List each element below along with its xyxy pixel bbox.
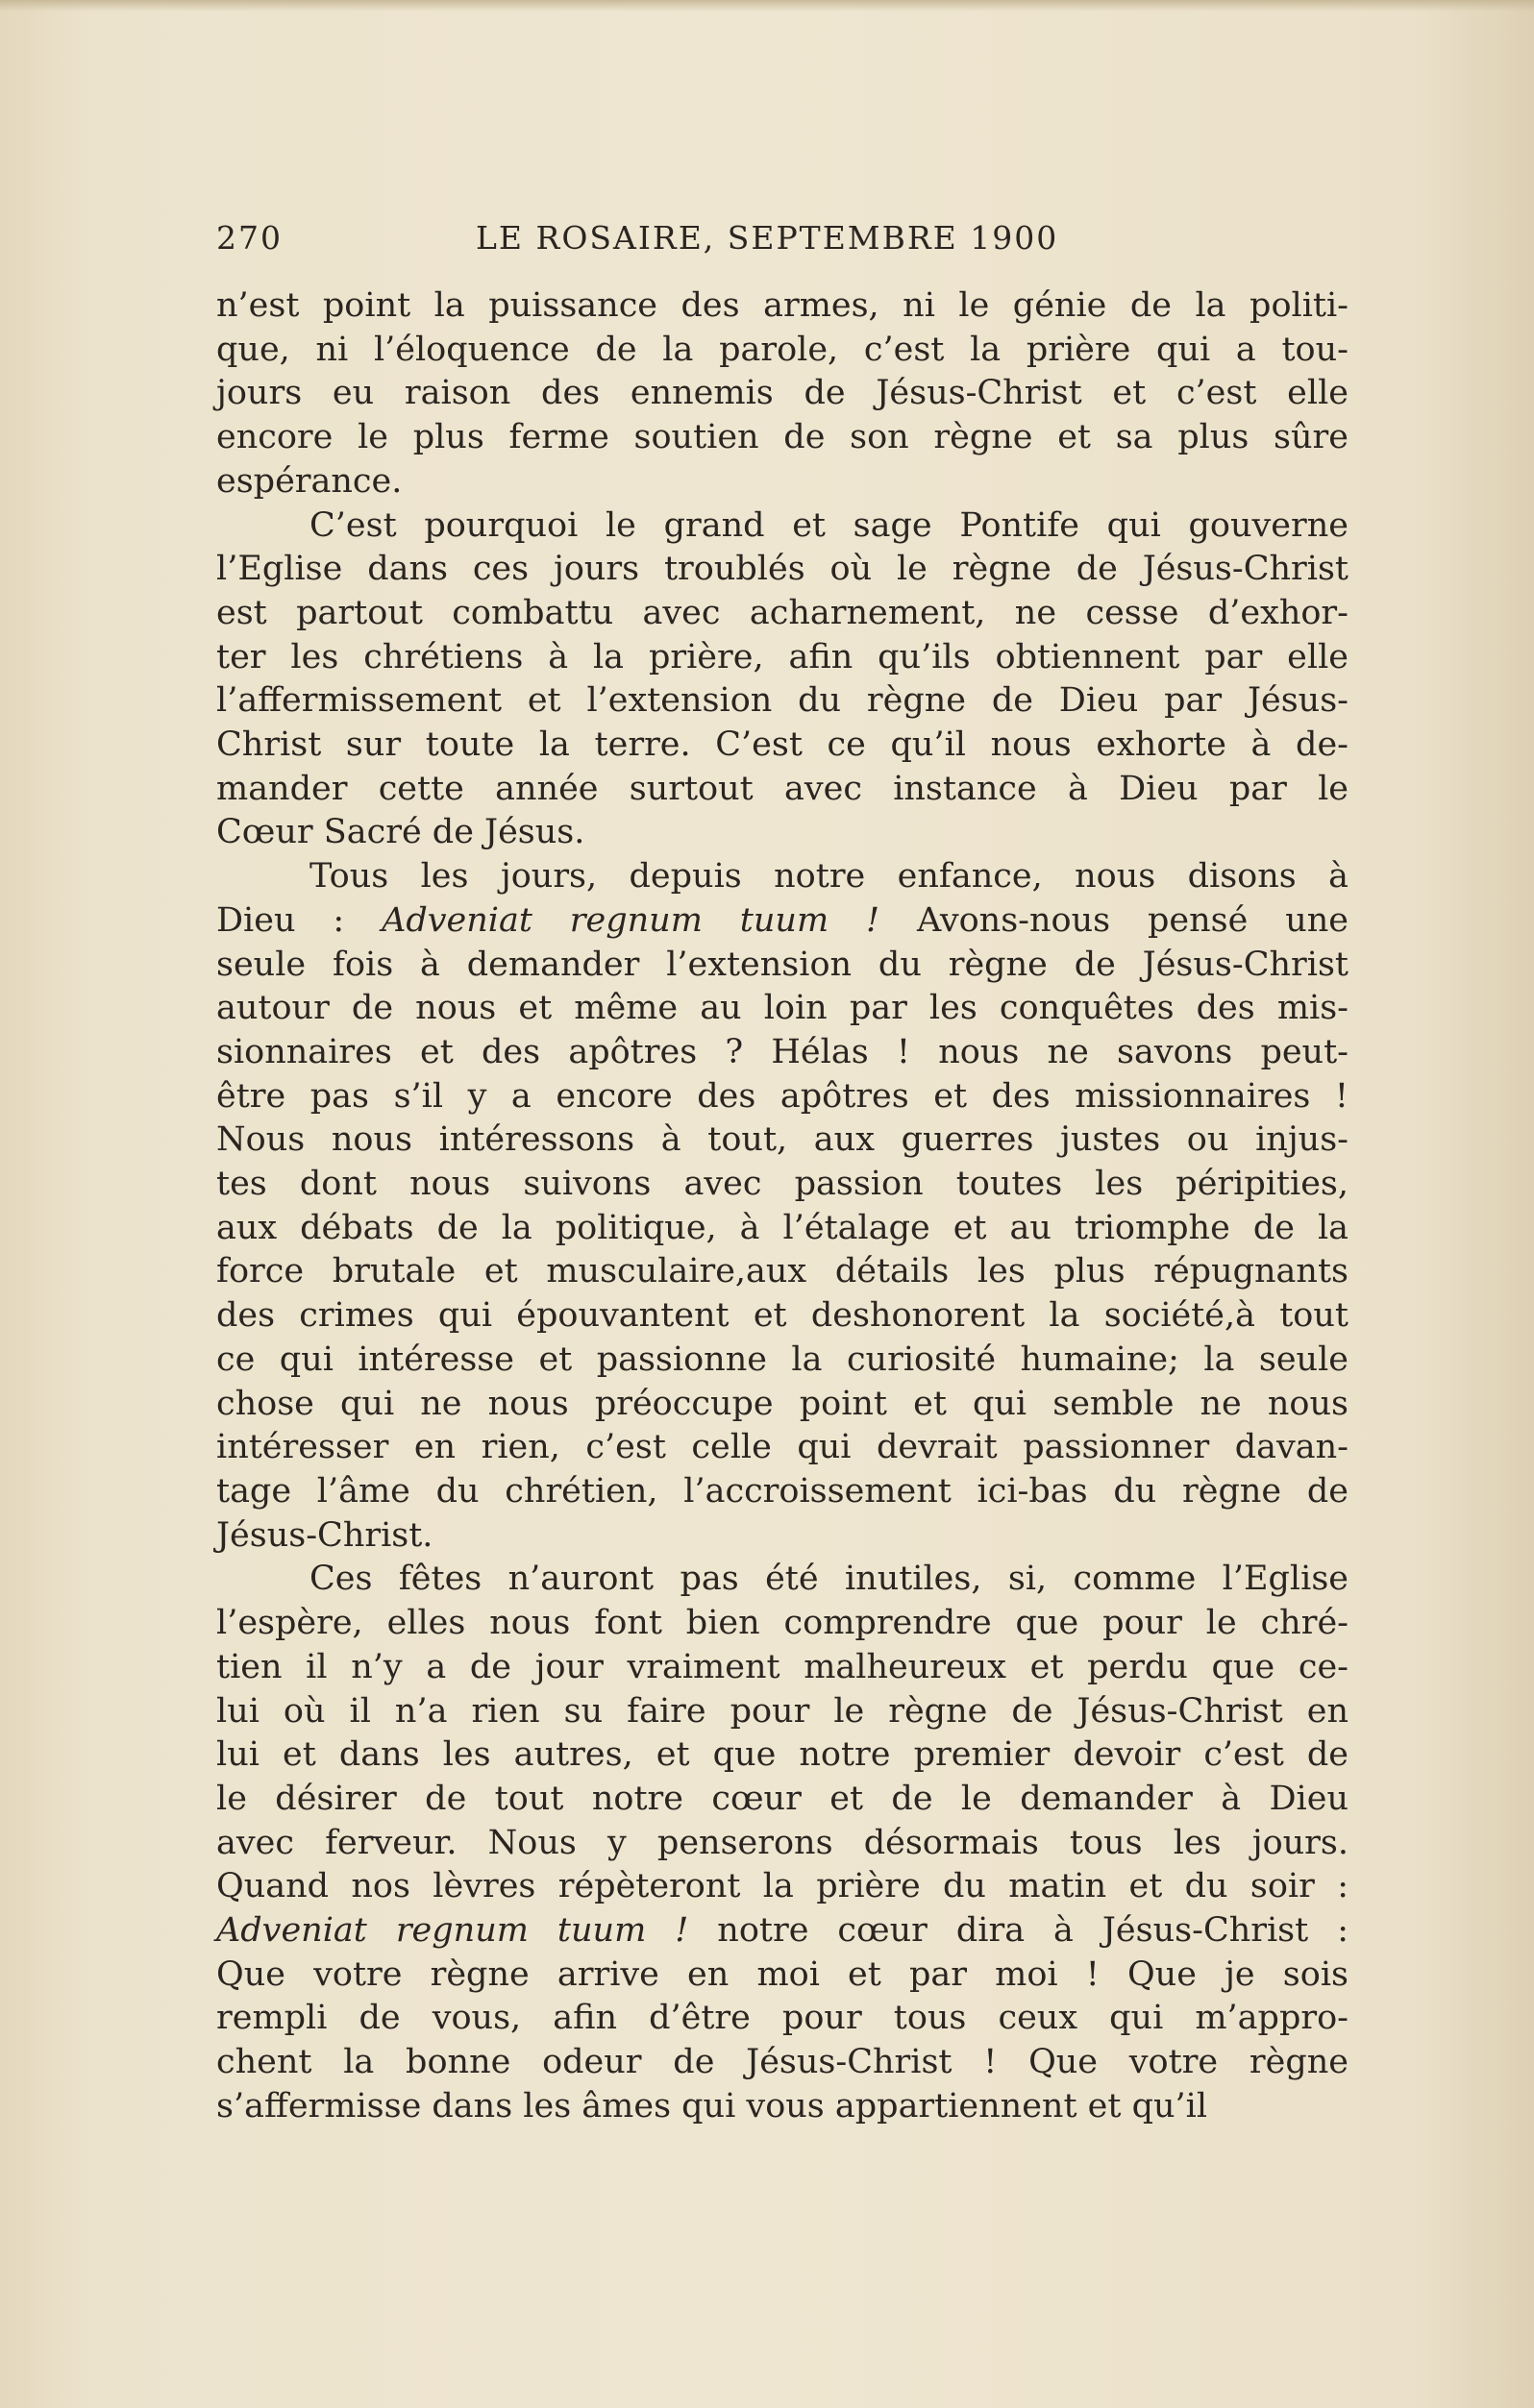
text-line [216, 1953, 1348, 1998]
text-segment: Dieu : [216, 900, 383, 940]
text-segment: intéresser en rien, c’est celle qui devrait passionner davan- [216, 1428, 1348, 1467]
text-line [216, 1514, 1348, 1559]
text-segment: Ces fêtes n’auront pas été inutiles, si, comme l’Eglise [309, 1560, 1348, 1599]
text-segment: des crimes qui épouvantent et deshonorent la société,à tout [216, 1296, 1348, 1336]
text-line [216, 944, 1348, 988]
text-segment: force brutale et musculaire,aux détails les plus répugnants [216, 1252, 1348, 1291]
text-segment: l’affermissement et l’extension du règne de Dieu par Jésus- [216, 681, 1348, 721]
text-segment: encore le plus ferme soutien de son règne et sa plus sûre [216, 418, 1348, 457]
text-segment: lui et dans les autres, et que notre premier devoir c’est de [216, 1735, 1348, 1775]
text-line [216, 1997, 1348, 2041]
text-segment: ter les chrétiens à la prière, afin qu’ils obtiennent par elle [216, 637, 1348, 676]
text-segment: lui où il n’a rien su faire pour le règne de Jésus-Christ en [216, 1691, 1348, 1731]
text-segment: autour de nous et même au loin par les conquêtes des mis- [216, 989, 1348, 1028]
text-line [216, 2041, 1348, 2085]
text-line [216, 1294, 1348, 1339]
text-line [216, 460, 1348, 504]
text-segment: le désirer de tout notre cœur et de le demander à Dieu [216, 1779, 1348, 1818]
text-line [216, 987, 1348, 1031]
text-segment: C’est pourquoi le grand et sage Pontife qui gouverne [309, 505, 1348, 545]
text-line [216, 1733, 1348, 1778]
text-segment: jours eu raison des ennemis de Jésus-Christ et c’est elle [216, 374, 1348, 413]
page-header [216, 219, 1350, 267]
text-line [216, 1822, 1348, 1866]
text-segment: rempli de vous, afin d’être pour tous ceux qui m’appro- [216, 1999, 1348, 2038]
text-line [216, 724, 1348, 768]
text-line [216, 372, 1348, 416]
text-line [216, 855, 1348, 899]
text-segment: notre cœur dira à Jésus-Christ : [688, 1911, 1348, 1951]
text-segment: Que votre règne arrive en moi et par moi ! Que je sois [216, 1954, 1348, 1994]
text-segment: Quand nos lèvres répèteront la prière du matin et du soir : [216, 1867, 1348, 1906]
page-number: 270 [216, 219, 283, 257]
text-line [216, 1426, 1348, 1470]
text-line [216, 1383, 1348, 1427]
text-line [216, 1163, 1348, 1207]
text-segment: l’Eglise dans ces jours troublés où le règne de Jésus-Christ [216, 550, 1348, 589]
text-segment: Avons-nous pensé une [879, 900, 1348, 940]
text-segment: tien il n’y a de jour vraiment malheureux et perdu que ce- [216, 1647, 1348, 1686]
text-line [216, 1646, 1348, 1690]
text-segment: que, ni l’éloquence de la parole, c’est la prière qui a tou- [216, 330, 1348, 369]
text-segment: Nous nous intéressons à tout, aux guerres justes ou injus- [216, 1120, 1348, 1160]
italic-text: Adveniat regnum tuum ! [382, 900, 880, 940]
text-line [216, 504, 1348, 549]
text-segment: aux débats de la politique, à l’étalage et au triomphe de la [216, 1208, 1348, 1247]
text-line [216, 1602, 1348, 1646]
body-text [216, 284, 1348, 2129]
text-line [216, 1690, 1348, 1734]
text-segment: espérance. [216, 461, 403, 501]
text-segment: chent la bonne odeur de Jésus-Christ ! Que votre règne [216, 2043, 1348, 2082]
text-line [216, 1250, 1348, 1294]
text-line [216, 1470, 1348, 1514]
text-segment: avec ferveur. Nous y penserons désormais tous les jours. [216, 1823, 1348, 1862]
text-line [216, 1558, 1348, 1602]
text-segment: seule fois à demander l’extension du règne de Jésus-Christ [216, 945, 1348, 984]
text-line [216, 1909, 1348, 1953]
text-line [216, 811, 1348, 855]
text-line [216, 1778, 1348, 1822]
paragraph [216, 504, 1348, 856]
text-line [216, 416, 1348, 460]
italic-text: Adveniat regnum tuum ! [216, 1911, 689, 1951]
text-line [216, 1207, 1348, 1251]
paragraph [216, 284, 1348, 504]
text-line [216, 768, 1348, 812]
text-segment: tes dont nous suivons avec passion toutes les péripities, [216, 1165, 1348, 1204]
text-segment: s’affermisse dans les âmes qui vous appartiennent et qu’il [216, 2086, 1208, 2125]
text-line [216, 899, 1348, 944]
text-line [216, 1339, 1348, 1383]
text-segment: Cœur Sacré de Jésus. [216, 813, 585, 852]
text-segment: n’est point la puissance des armes, ni le génie de la politi- [216, 286, 1348, 325]
text-segment: chose qui ne nous préoccupe point et qui semble ne nous [216, 1384, 1348, 1423]
running-title: LE ROSAIRE, SEPTEMBRE 1900 [476, 219, 1059, 257]
text-line [216, 636, 1348, 680]
text-line [216, 1118, 1348, 1163]
text-segment: être pas s’il y a encore des apôtres et des missionnaires ! [216, 1076, 1348, 1116]
text-line [216, 1031, 1348, 1075]
text-line [216, 1865, 1348, 1909]
text-line [216, 679, 1348, 724]
text-line [216, 548, 1348, 592]
text-segment: ce qui intéresse et passionne la curiosité humaine; la seule [216, 1339, 1348, 1379]
text-line [216, 2085, 1348, 2129]
text-segment: est partout combattu avec acharnement, ne cesse d’exhor- [216, 593, 1348, 632]
text-segment: Jésus-Christ. [216, 1515, 433, 1555]
paragraph [216, 1558, 1348, 2128]
text-line [216, 1075, 1348, 1119]
text-segment: Christ sur toute la terre. C’est ce qu’il nous exhorte à de- [216, 725, 1348, 765]
text-segment: tage l’âme du chrétien, l’accroissement ici-bas du règne de [216, 1471, 1348, 1511]
text-line [216, 284, 1348, 329]
text-segment: sionnaires et des apôtres ? Hélas ! nous ne savons peut- [216, 1032, 1348, 1071]
text-segment: Tous les jours, depuis notre enfance, nous disons à [309, 857, 1348, 897]
text-line [216, 329, 1348, 373]
text-segment: mander cette année surtout avec instance à Dieu par le [216, 769, 1348, 808]
text-line [216, 592, 1348, 636]
paragraph [216, 855, 1348, 1558]
text-segment: l’espère, elles nous font bien comprendre que pour le chré- [216, 1604, 1348, 1643]
